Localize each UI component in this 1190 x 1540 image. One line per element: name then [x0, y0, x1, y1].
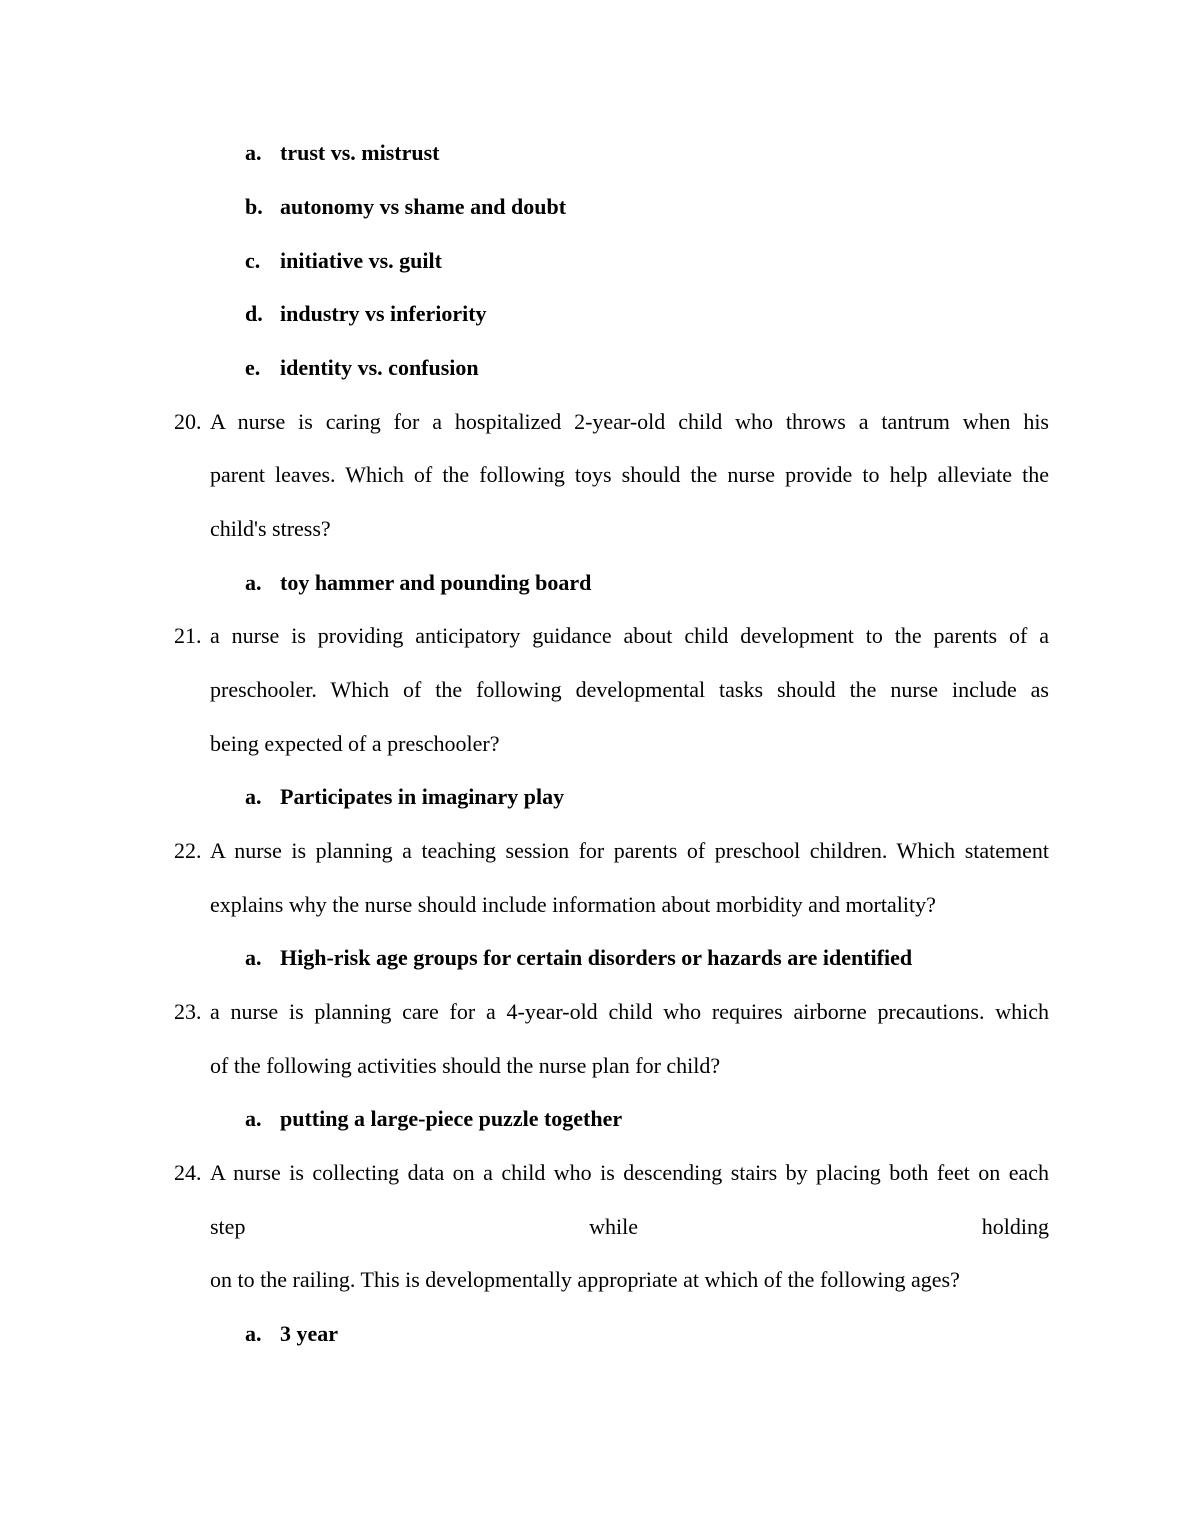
- question-number: 20.: [174, 409, 202, 434]
- question-text-line: being expected of a preschooler?: [210, 731, 500, 756]
- question-number: 22.: [174, 838, 202, 863]
- question-text-line: child's stress?: [210, 516, 331, 541]
- answer-letter: a.: [245, 1106, 262, 1131]
- question-text-line: A nurse is collecting data on a child who is descending stairs by placing both feet on each: [210, 1160, 1049, 1185]
- option-letter: d.: [245, 301, 263, 326]
- option-text: industry vs inferiority: [280, 301, 487, 326]
- question-text-line: of the following activities should the nurse plan for child?: [210, 1053, 721, 1078]
- answer-letter: a.: [245, 570, 262, 595]
- question-text-line: parent leaves. Which of the following toys should the nurse provide to help alleviate the: [210, 462, 1049, 487]
- answer-text: putting a large-piece puzzle together: [280, 1106, 623, 1131]
- question-text-line: preschooler. Which of the following developmental tasks should the nurse include as: [210, 677, 1049, 702]
- question-text-line: step while holding: [210, 1214, 1049, 1239]
- option-letter: e.: [245, 355, 261, 380]
- question-text-line: a nurse is planning care for a 4-year-old child who requires airborne precautions. which: [210, 999, 1049, 1024]
- question-number: 21.: [174, 623, 202, 648]
- answer-text: toy hammer and pounding board: [280, 570, 592, 595]
- question-text-line: explains why the nurse should include information about morbidity and mortality?: [210, 892, 936, 917]
- answer-letter: a.: [245, 945, 262, 970]
- question-text-line: A nurse is planning a teaching session for parents of preschool children. Which statement: [210, 838, 1049, 863]
- option-letter: c.: [245, 248, 261, 273]
- option-text: trust vs. mistrust: [280, 140, 440, 165]
- answer-text: High-risk age groups for certain disorders or hazards are identified: [280, 945, 913, 970]
- option-letter: a.: [245, 140, 262, 165]
- option-text: identity vs. confusion: [280, 355, 479, 380]
- option-letter: b.: [245, 194, 263, 219]
- question-text-line: a nurse is providing anticipatory guidance about child development to the parents of a: [210, 623, 1049, 648]
- answer-letter: a.: [245, 1321, 262, 1346]
- answer-text: Participates in imaginary play: [280, 784, 565, 809]
- question-number: 23.: [174, 999, 202, 1024]
- answer-text: 3 year: [280, 1321, 339, 1346]
- question-text-line: on to the railing. This is developmentally appropriate at which of the following ages?: [210, 1267, 960, 1292]
- answer-letter: a.: [245, 784, 262, 809]
- question-number: 24.: [174, 1160, 202, 1185]
- question-text-line: A nurse is caring for a hospitalized 2-year-old child who throws a tantrum when his: [210, 409, 1049, 434]
- option-text: autonomy vs shame and doubt: [280, 194, 567, 219]
- option-text: initiative vs. guilt: [280, 248, 442, 273]
